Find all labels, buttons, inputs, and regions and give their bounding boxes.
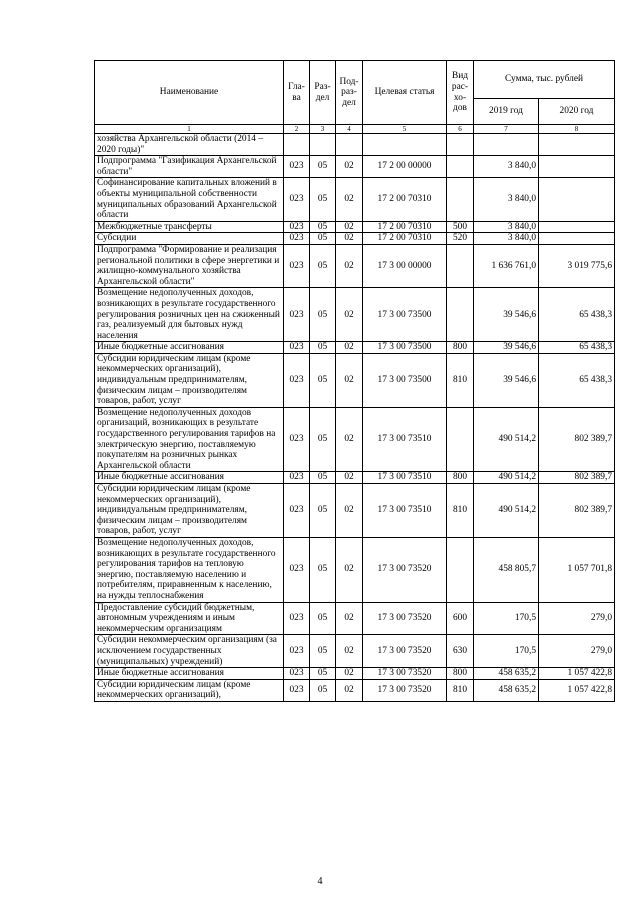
column-number: 8	[539, 125, 615, 134]
table-row	[95, 635, 615, 668]
row-glava: 023	[284, 537, 310, 602]
row-name: Подпрограмма "Газификация Архангельской области"	[95, 156, 284, 178]
row-name: Возмещение недополученных доходов организаций, возникающих в результате государственного регулирования тарифов на электрическую энергию, поставляемую покупателям на розничных рынках Архангельской области	[95, 407, 284, 472]
row-target-article: 17 3 00 73510	[363, 407, 447, 472]
row-glava: 023	[284, 233, 310, 245]
table-row	[95, 668, 615, 680]
row-name: Возмещение недополученных доходов, возникающих в результате государственного регулирования розничных цен на сжиженный газ, реализуемый для бытовых нужд населения	[95, 288, 284, 342]
row-expense-type: 810	[447, 353, 474, 407]
row-podrazdel: 02	[336, 342, 363, 354]
row-glava: 023	[284, 353, 310, 407]
row-sum-2020: 65 438,3	[539, 288, 615, 342]
row-target-article: 17 3 00 73520	[363, 679, 447, 701]
header-sum: Сумма, тыс. рублей	[474, 61, 615, 99]
row-sum-2019: 170,5	[474, 635, 539, 668]
row-sum-2020: 3 019 775,6	[539, 244, 615, 287]
table-row	[95, 353, 615, 407]
row-expense-type	[447, 156, 474, 178]
row-razdel: 05	[310, 635, 336, 668]
row-sum-2019: 1 636 761,0	[474, 244, 539, 287]
row-expense-type: 810	[447, 484, 474, 538]
row-expense-type: 520	[447, 233, 474, 245]
row-sum-2019: 3 840,0	[474, 156, 539, 178]
row-glava: 023	[284, 484, 310, 538]
row-sum-2020: 279,0	[539, 602, 615, 635]
table-row	[95, 472, 615, 484]
header-podrazdel: Под-раз-дел	[336, 61, 363, 125]
row-razdel: 05	[310, 178, 336, 221]
row-target-article: 17 2 00 70310	[363, 221, 447, 233]
row-target-article: 17 2 00 00000	[363, 156, 447, 178]
row-sum-2019: 170,5	[474, 602, 539, 635]
row-expense-type: 600	[447, 602, 474, 635]
row-expense-type	[447, 288, 474, 342]
row-podrazdel: 02	[336, 178, 363, 221]
row-target-article	[363, 134, 447, 156]
row-target-article: 17 3 00 73520	[363, 668, 447, 680]
row-target-article: 17 3 00 73500	[363, 353, 447, 407]
table-row	[95, 342, 615, 354]
row-sum-2019: 490 514,2	[474, 472, 539, 484]
row-name: хозяйства Архангельской области (2014 – 2020 годы)"	[95, 134, 284, 156]
row-podrazdel: 02	[336, 635, 363, 668]
row-sum-2019: 490 514,2	[474, 484, 539, 538]
row-name: Предоставление субсидий бюджетным, автономным учреждениям и иным некоммерческим организациям	[95, 602, 284, 635]
page-number: 4	[317, 876, 323, 887]
row-expense-type	[447, 407, 474, 472]
table-row	[95, 178, 615, 221]
budget-table	[94, 60, 615, 702]
row-name: Межбюджетные трансферты	[95, 221, 284, 233]
row-sum-2020	[539, 221, 615, 233]
row-name: Субсидии	[95, 233, 284, 245]
row-sum-2020: 802 389,7	[539, 407, 615, 472]
table-row	[95, 156, 615, 178]
row-razdel: 05	[310, 244, 336, 287]
row-podrazdel: 02	[336, 288, 363, 342]
row-target-article: 17 3 00 73510	[363, 484, 447, 538]
column-number: 5	[363, 125, 447, 134]
row-glava: 023	[284, 342, 310, 354]
row-sum-2020: 1 057 422,8	[539, 679, 615, 701]
table-row	[95, 679, 615, 701]
row-razdel: 05	[310, 668, 336, 680]
row-glava: 023	[284, 472, 310, 484]
row-razdel: 05	[310, 472, 336, 484]
table-row	[95, 537, 615, 602]
row-razdel: 05	[310, 407, 336, 472]
row-expense-type: 800	[447, 342, 474, 354]
column-number: 6	[447, 125, 474, 134]
row-expense-type: 630	[447, 635, 474, 668]
row-razdel: 05	[310, 288, 336, 342]
row-glava: 023	[284, 679, 310, 701]
header-razdel: Раз-дел	[310, 61, 336, 125]
row-podrazdel: 02	[336, 679, 363, 701]
row-sum-2020: 279,0	[539, 635, 615, 668]
row-podrazdel: 02	[336, 472, 363, 484]
row-target-article: 17 2 00 70310	[363, 233, 447, 245]
row-sum-2020: 802 389,7	[539, 484, 615, 538]
table-row	[95, 407, 615, 472]
header-year-2019: 2019 год	[474, 99, 539, 125]
row-razdel: 05	[310, 484, 336, 538]
row-sum-2020	[539, 134, 615, 156]
table-row	[95, 244, 615, 287]
row-target-article: 17 3 00 00000	[363, 244, 447, 287]
row-razdel: 05	[310, 342, 336, 354]
row-podrazdel: 02	[336, 407, 363, 472]
row-expense-type: 500	[447, 221, 474, 233]
row-podrazdel: 02	[336, 537, 363, 602]
row-target-article: 17 3 00 73500	[363, 342, 447, 354]
column-numbers-row	[95, 125, 615, 134]
row-target-article: 17 3 00 73520	[363, 602, 447, 635]
row-name: Субсидии некоммерческим организациям (за исключением государственных (муниципальных) учреждений)	[95, 635, 284, 668]
row-name: Субсидии юридическим лицам (кроме некоммерческих организаций), индивидуальным предпринимателям, физическим лицам – производителям товаров, работ, услуг	[95, 484, 284, 538]
row-name: Субсидии юридическим лицам (кроме некоммерческих организаций), индивидуальным предпринимателям, физическим лицам – производителям товаров, работ, услуг	[95, 353, 284, 407]
row-glava: 023	[284, 288, 310, 342]
row-expense-type	[447, 244, 474, 287]
row-glava: 023	[284, 178, 310, 221]
table-row	[95, 134, 615, 156]
row-name: Субсидии юридическим лицам (кроме некоммерческих организаций),	[95, 679, 284, 701]
row-glava	[284, 134, 310, 156]
table-row	[95, 602, 615, 635]
row-sum-2019: 39 546,6	[474, 353, 539, 407]
row-sum-2020: 1 057 422,8	[539, 668, 615, 680]
row-razdel: 05	[310, 537, 336, 602]
row-expense-type: 810	[447, 679, 474, 701]
header-expense-type: Вид рас-хо-дов	[447, 61, 474, 125]
row-razdel: 05	[310, 353, 336, 407]
table-row	[95, 233, 615, 245]
row-razdel: 05	[310, 602, 336, 635]
column-number: 3	[310, 125, 336, 134]
row-razdel: 05	[310, 221, 336, 233]
row-glava: 023	[284, 244, 310, 287]
column-number: 4	[336, 125, 363, 134]
row-sum-2019: 3 840,0	[474, 233, 539, 245]
row-target-article: 17 3 00 73520	[363, 635, 447, 668]
row-sum-2020: 65 438,3	[539, 353, 615, 407]
row-sum-2020	[539, 156, 615, 178]
row-sum-2019: 490 514,2	[474, 407, 539, 472]
column-number: 2	[284, 125, 310, 134]
row-name: Возмещение недополученных доходов, возникающих в результате государственного регулирования тарифов на тепловую энергию, поставляемую населению и потребителям, приравненным к населению, на нужды теплоснабжения	[95, 537, 284, 602]
row-razdel	[310, 134, 336, 156]
column-number: 7	[474, 125, 539, 134]
row-sum-2019	[474, 134, 539, 156]
row-target-article: 17 3 00 73500	[363, 288, 447, 342]
row-podrazdel: 02	[336, 233, 363, 245]
row-sum-2020	[539, 233, 615, 245]
row-name: Иные бюджетные ассигнования	[95, 472, 284, 484]
row-sum-2019: 39 546,6	[474, 288, 539, 342]
row-podrazdel: 02	[336, 244, 363, 287]
row-sum-2020: 802 389,7	[539, 472, 615, 484]
row-name: Иные бюджетные ассигнования	[95, 342, 284, 354]
row-sum-2019: 458 635,2	[474, 679, 539, 701]
row-glava: 023	[284, 156, 310, 178]
row-sum-2020: 65 438,3	[539, 342, 615, 354]
header-name: Наименование	[95, 61, 284, 125]
row-expense-type	[447, 134, 474, 156]
column-number: 1	[95, 125, 284, 134]
row-sum-2019: 39 546,6	[474, 342, 539, 354]
row-sum-2019: 458 805,7	[474, 537, 539, 602]
row-podrazdel: 02	[336, 221, 363, 233]
row-razdel: 05	[310, 679, 336, 701]
row-name: Софинансирование капитальных вложений в объекты муниципальной собственности муниципальных образований Архангельской области	[95, 178, 284, 221]
row-podrazdel	[336, 134, 363, 156]
row-razdel: 05	[310, 156, 336, 178]
row-expense-type	[447, 537, 474, 602]
row-sum-2019: 3 840,0	[474, 221, 539, 233]
table-row	[95, 288, 615, 342]
row-sum-2020	[539, 178, 615, 221]
row-podrazdel: 02	[336, 484, 363, 538]
row-glava: 023	[284, 221, 310, 233]
row-target-article: 17 3 00 73520	[363, 537, 447, 602]
row-sum-2019: 3 840,0	[474, 178, 539, 221]
row-expense-type	[447, 178, 474, 221]
header-year-2020: 2020 год	[539, 99, 615, 125]
row-glava: 023	[284, 602, 310, 635]
table-body	[95, 125, 615, 702]
row-podrazdel: 02	[336, 602, 363, 635]
table-row	[95, 221, 615, 233]
row-razdel: 05	[310, 233, 336, 245]
header-target-article: Целевая статья	[363, 61, 447, 125]
row-sum-2019: 458 635,2	[474, 668, 539, 680]
row-sum-2020: 1 057 701,8	[539, 537, 615, 602]
header-glava: Гла-ва	[284, 61, 310, 125]
row-expense-type: 800	[447, 472, 474, 484]
row-glava: 023	[284, 668, 310, 680]
row-podrazdel: 02	[336, 353, 363, 407]
table-row	[95, 484, 615, 538]
row-name: Подпрограмма "Формирование и реализация региональной политики в сфере энергетики и жилищно-коммунального хозяйства Архангельской области"	[95, 244, 284, 287]
row-expense-type: 800	[447, 668, 474, 680]
row-podrazdel: 02	[336, 156, 363, 178]
row-glava: 023	[284, 635, 310, 668]
row-podrazdel: 02	[336, 668, 363, 680]
row-target-article: 17 2 00 70310	[363, 178, 447, 221]
row-glava: 023	[284, 407, 310, 472]
row-target-article: 17 3 00 73510	[363, 472, 447, 484]
row-name: Иные бюджетные ассигнования	[95, 668, 284, 680]
